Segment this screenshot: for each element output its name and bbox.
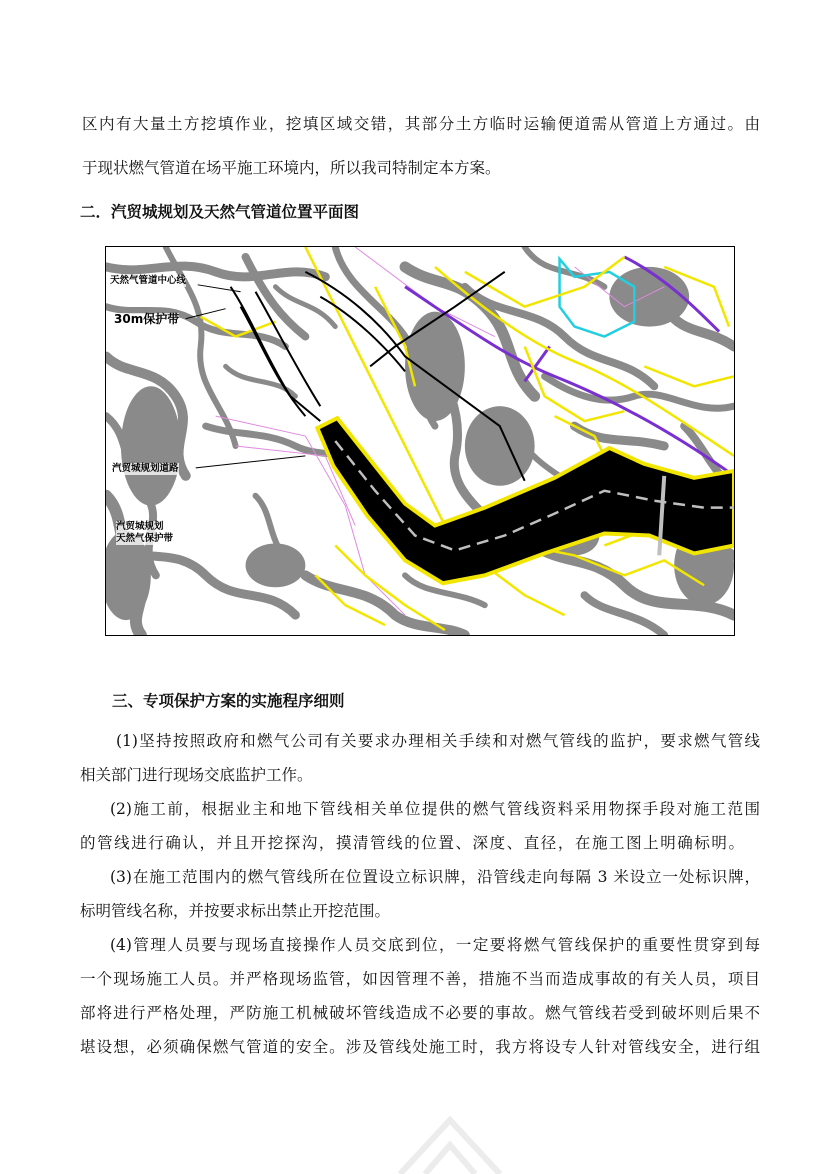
label-plan-gas-zone-2: 天然气保护带 <box>116 533 174 544</box>
item-4-line-3: 部将进行严格处理，严防施工机械破坏管线造成不必要的事故。燃气管线若受到破坏则后果不 <box>80 1004 760 1022</box>
item-4-line-1: (4)管理人员要与现场直接操作人员交底到位，一定要将燃气管线保护的重要性贯穿到每 <box>110 936 760 954</box>
watermark-logo <box>380 1090 520 1174</box>
label-plan-gas-zone-1: 汽贸城规划 <box>116 521 164 532</box>
intro-line-2: 于现状燃气管道在场平施工环境内，所以我司特制定本方案。 <box>82 159 501 177</box>
site-plan-map <box>105 246 735 636</box>
item-4-line-2: 一个现场施工人员。并严格现场监管，如因管理不善，措施不当而造成事故的有关人员，项目 <box>80 970 760 988</box>
item-4-line-4: 堪设想，必须确保燃气管道的安全。涉及管线处施工时，我方将设专人针对管线安全，进行组 <box>80 1038 760 1056</box>
intro-line-1: 区内有大量土方挖填作业，挖填区域交错，其部分土方临时运输便道需从管道上方通过。由 <box>82 115 760 133</box>
item-3-line-1: (3)在施工范围内的燃气管线所在位置设立标识牌，沿管线走向每隔 3 米设立一处标识牌， <box>110 868 760 886</box>
item-2-line-1: (2)施工前，根据业主和地下管线相关单位提供的燃气管线资料采用物探手段对施工范围 <box>110 800 760 818</box>
section-2-heading: 二．汽贸城规划及天然气管道位置平面图 <box>80 203 360 221</box>
item-3-line-2: 标明管线名称，并按要求标出禁止开挖范围。 <box>80 902 391 920</box>
item-2-line-2: 的管线进行确认，并且开挖探沟，摸清管线的位置、深度、直径，在施工图上明确标明。 <box>80 834 744 852</box>
label-plan-red-line: 汽贸城规划道路 <box>112 463 179 474</box>
item-1-line-1: (1)坚持按照政府和燃气公司有关要求办理相关手续和对燃气管线的监护，要求燃气管线 <box>116 732 760 750</box>
label-gas-centerline: 天然气管道中心线 <box>110 275 187 286</box>
label-30m-protection: 30m保护带 <box>114 312 180 326</box>
site-plan-drawing <box>106 247 734 635</box>
item-1-line-2: 相关部门进行现场交底监护工作。 <box>80 766 313 784</box>
section-3-heading: 三、专项保护方案的实施程序细则 <box>112 692 345 710</box>
